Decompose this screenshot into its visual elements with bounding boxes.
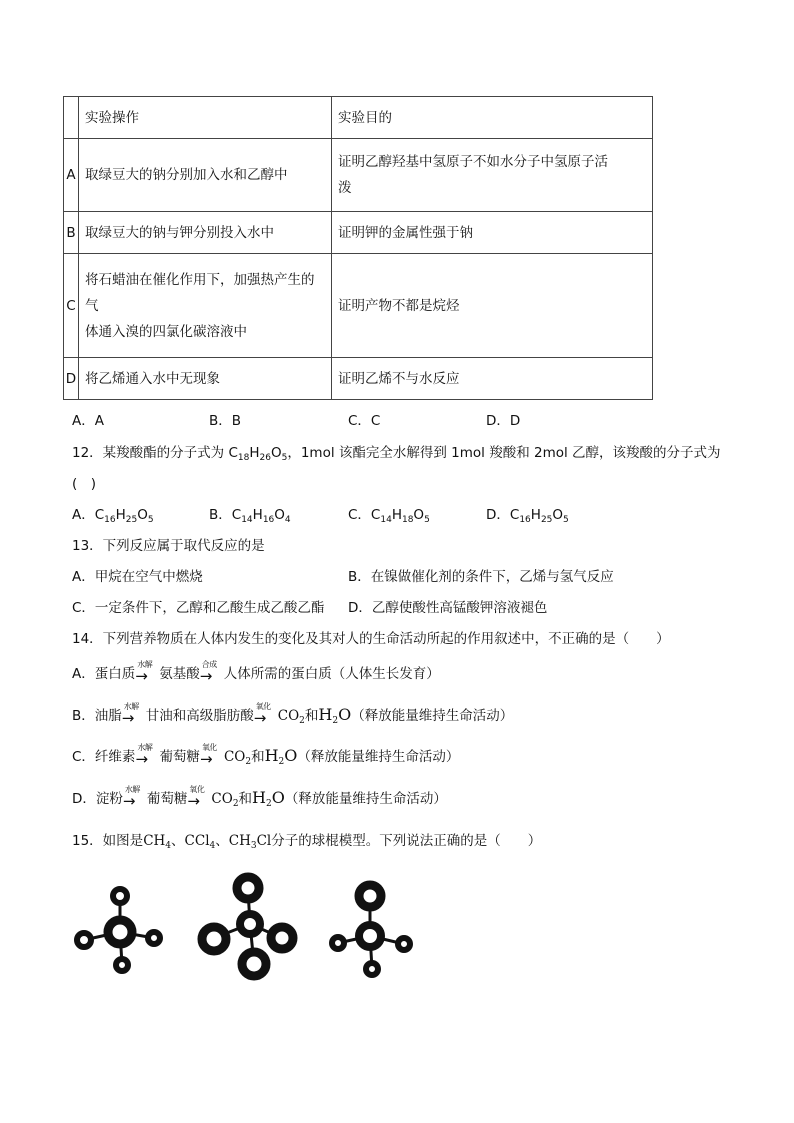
text: A．C [72,507,105,523]
arrow-icon: → [199,750,213,768]
subscript: 5 [563,515,569,525]
arrow-condition: 氧化 [255,702,271,711]
q12-stem [72,441,721,463]
text: 氨基酸 [159,666,200,682]
q13-option-d: D．乙醇使酸性高锰酸钾溶液褪色 [348,600,548,616]
text: H [530,507,541,523]
header-label [64,97,79,139]
arrow-icon: → [135,667,148,685]
text: H [115,507,126,523]
purpose-line: 泼 [338,180,352,196]
formula: CO [223,749,246,765]
subscript: 16 [262,515,275,525]
text: A．蛋白质 [72,666,136,682]
ch4-model [77,889,160,971]
arrow-condition: 水解 [124,785,140,794]
row-label: C [64,254,79,358]
ch3cl-model [332,885,410,975]
formula: CH [143,833,166,849]
q13-option-b: B．在镍做催化剂的条件下，乙烯与氢气反应 [348,569,614,585]
arrow-icon: → [122,792,136,810]
reaction-arrow [199,660,224,685]
subscript: 26 [259,453,271,463]
text: （释放能量维持生命活动） [297,749,460,765]
text: H [391,507,402,523]
subscript: 2 [332,716,339,726]
q11-option-c: C．C [348,413,381,429]
q12-option-d [486,503,569,525]
subscript: 25 [125,515,138,525]
q11-option-b: B．B [209,413,242,429]
ball-and-stick-models [60,866,440,990]
reaction-arrow [122,785,147,810]
subscript: 2 [232,799,239,809]
text: C．纤维素 [72,749,136,765]
text: 葡萄糖 [146,791,188,807]
text: O [413,507,425,523]
subscript: 4 [284,515,291,525]
text: C．C [348,507,381,523]
text: B．C [209,507,242,523]
formula: O [338,705,352,724]
operation-line: 将石蜡油在催化作用下，加强热产生的 [85,271,315,288]
subscript: 2 [299,716,305,726]
arrow-icon: → [253,709,267,727]
text: 甘油和高级脂肪酸 [145,708,254,724]
arrow-icon: → [121,709,135,727]
subscript: 5 [424,515,430,525]
formula: CO [211,791,233,807]
q14-stem: 14．下列营养物质在人体内发生的变化及其对人的生命活动所起的作用叙述中，不正确的是（ ） [72,631,670,647]
arrow-icon: → [187,792,200,810]
row-label: A [64,139,79,212]
q12-option-b [209,503,291,525]
text: B．油脂 [72,708,122,724]
text: D．C [486,507,520,523]
arrow-icon: → [199,667,213,685]
q13-option-a: A．甲烷在空气中燃烧 [72,569,203,585]
q12-answer-blank: ( ) [72,476,97,492]
row-purpose: 证明产物不都是烷烃 [332,254,653,358]
reaction-arrow [199,743,224,768]
row-purpose: 证明钾的金属性强于钠 [332,212,653,254]
arrow-icon: → [135,750,149,768]
text: 12．某羧酸酯的分子式为 C [72,445,238,461]
table-row [64,212,653,254]
subscript: 25 [540,515,553,525]
formula: CCl [184,833,210,849]
reaction-arrow [135,660,159,685]
reaction-arrow [121,702,146,727]
text: O [270,445,282,461]
formula: CO [277,708,300,724]
table-row [64,139,653,212]
reaction-arrow [187,785,211,810]
subscript: 5 [147,515,154,525]
header-purpose: 实验目的 [332,97,653,139]
arrow-condition: 氧化 [189,785,205,794]
table-row [64,358,653,400]
text: 分子的球棍模型。下列说法正确的是（ ） [271,833,542,849]
arrow-condition: 水解 [137,660,153,669]
ccl4-model [202,877,293,976]
formula: Cl [256,833,272,849]
text: 人体所需的蛋白质（人体生长发育） [223,666,440,682]
row-label: D [64,358,79,400]
text: 和 [304,708,319,724]
row-label: B [64,212,79,254]
text: 、 [215,833,229,849]
table-header-row [64,97,653,139]
text: D．淀粉 [72,791,123,807]
row-operation: 将乙烯通入水中无现象 [79,358,332,400]
table-row [64,254,653,358]
experiment-table [63,96,653,400]
q14-option-b [72,704,513,726]
subscript: 4 [165,841,172,851]
formula: H [252,788,266,807]
q12-option-c [348,503,430,525]
arrow-condition: 水解 [137,743,153,752]
q13-stem: 13．下列反应属于取代反应的是 [72,538,265,554]
q11-option-a: A．A [72,413,104,429]
subscript: 2 [266,799,272,809]
text: （释放能量维持生命活动） [284,791,447,807]
subscript: 5 [281,453,288,463]
subscript: 2 [245,757,252,767]
text: 和 [251,749,265,765]
text: ，1mol 该酯完全水解得到 1mol 羧酸和 2mol 乙醇，该羧酸的分子式为 [287,445,721,461]
q15-stem [72,829,541,851]
row-operation: 取绿豆大的钠分别加入水和乙醇中 [79,139,332,212]
subscript: 14 [380,515,392,525]
text: H [249,445,260,461]
formula: CH [228,833,251,849]
q14-option-d [72,787,447,809]
subscript: 16 [104,515,116,525]
q12-option-a [72,503,154,525]
subscript: 18 [401,515,414,525]
row-operation: 取绿豆大的钠与钾分别投入水中 [79,212,332,254]
q14-option-a [72,662,440,683]
arrow-condition: 氧化 [201,743,217,752]
arrow-condition: 合成 [201,660,217,669]
text: O [552,507,564,523]
formula: H [264,746,279,765]
formula: O [284,746,298,765]
subscript: 14 [241,515,253,525]
text: 葡萄糖 [159,749,200,765]
q11-option-d: D．D [486,413,521,429]
text: O [137,507,148,523]
purpose-line: 证明乙醇羟基中氢原子不如水分子中氢原子活 [338,154,608,170]
text: 、 [171,833,185,849]
subscript: 4 [209,841,216,851]
row-operation [79,254,332,358]
text: （释放能量维持生命活动） [351,708,514,724]
row-purpose: 证明乙烯不与水反应 [332,358,653,400]
row-purpose [332,139,653,212]
formula: H [318,705,333,724]
subscript: 2 [278,757,285,767]
subscript: 16 [519,515,531,525]
reaction-arrow [253,702,278,727]
subscript: 18 [237,453,250,463]
text: H [252,507,263,523]
formula: O [271,788,285,807]
operation-line: 体通入溴的四氯化碳溶液中 [85,323,247,340]
q14-option-c [72,745,459,767]
operation-line: 气 [85,297,99,314]
text: O [274,507,285,523]
q13-option-c: C．一定条件下，乙醇和乙酸生成乙酸乙酯 [72,600,325,616]
text: 和 [238,791,253,807]
arrow-condition: 水解 [123,702,139,711]
subscript: 3 [250,841,257,851]
header-operation: 实验操作 [79,97,332,139]
reaction-arrow [135,743,159,768]
text: 15．如图是 [72,833,144,849]
